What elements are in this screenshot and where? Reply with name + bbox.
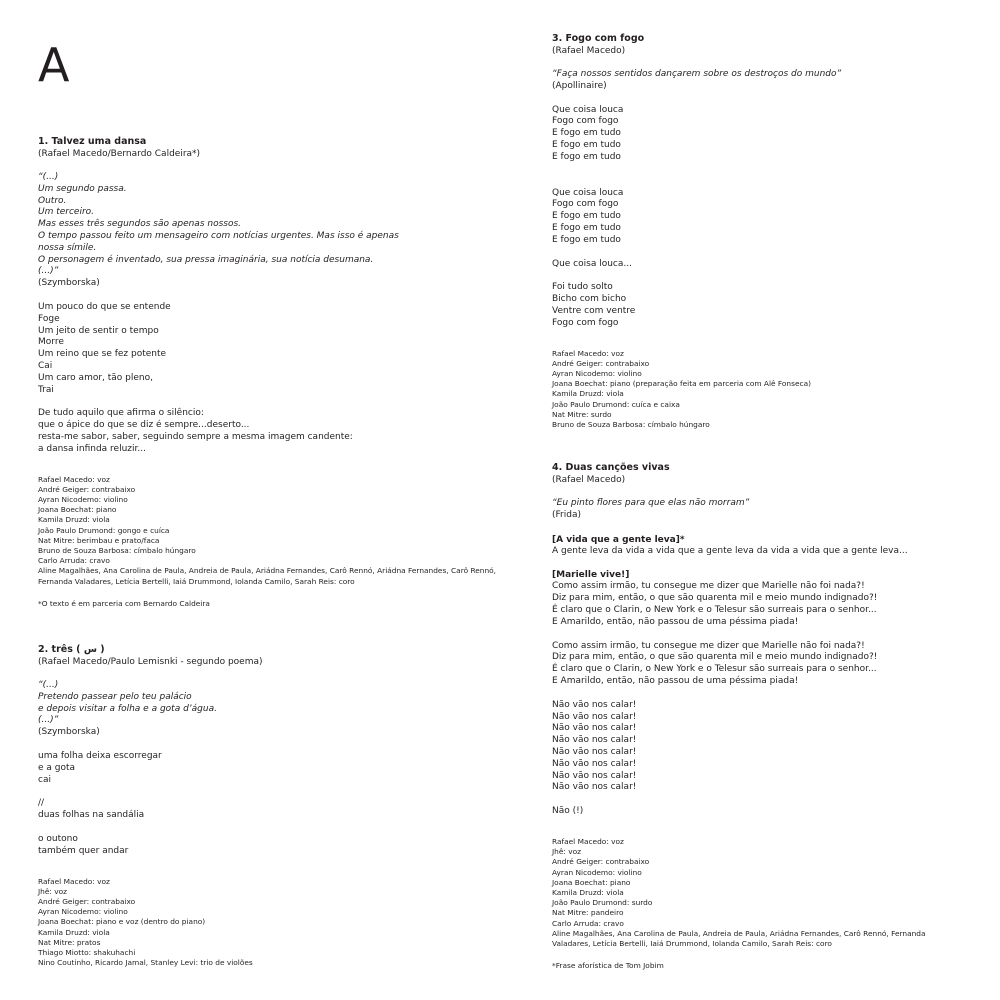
lyric-line: que o ápice do que se diz é sempre...deserto... [38,420,250,431]
credit-line: João Paulo Drumond: cuíca e caixa [552,399,680,409]
spacer [38,160,468,172]
credit-line: Carlo Arruda: cravo [552,918,624,928]
spacer [552,830,972,837]
credit-line: João Paulo Drumond: surdo [552,898,653,908]
lyric-line: Como assim irmão, tu consegue me dizer que Marielle não foi nada?! [552,581,865,592]
lyric-line: Que coisa louca [552,104,624,115]
epigraph-line: Um terceiro. [38,207,95,218]
lyric-line: Diz para mim, então, o que são quarenta mil e meio mundo indignado?! [552,593,878,604]
lyric-line: Foi tudo solto [552,282,613,293]
credit-line: Thiago Miotto: shakuhachi [38,947,136,957]
lyric-line: De tudo aquilo que afirma o silêncio: [38,408,204,419]
credit-line: Bruno de Souza Barbosa: címbalo húngaro [552,419,710,429]
credit-line: Ayran Nicodemo: violino [38,494,128,504]
credit-line: Kamila Druzd: viola [552,887,624,897]
lyric-line: Diz para mim, então, o que são quarenta mil e meio mundo indignado?! [552,652,878,663]
epigraph-source: (Szymborska) [38,727,100,738]
track-4 [552,462,972,971]
subsection-title: [Marielle vive!] [552,570,630,581]
credit-line: Jhê: voz [38,886,68,896]
credit-line: Kamila Druzd: viola [38,927,110,937]
lyric-line: Como assim irmão, tu consegue me dizer que Marielle não foi nada?! [552,640,865,651]
lyric-line: E Amarildo, então, não passou de uma péssima piada! [552,675,799,686]
spacer [552,176,972,188]
lyric-line: E fogo em tudo [552,211,621,222]
credit-line: Nat Mitre: pratos [38,937,101,947]
spacer [552,57,972,69]
lyric-line: A gente leva da vida a vida que a gente leva da vida a vida que a gente leva... [552,545,908,556]
spacer [38,822,468,834]
credit-line: Nat Mitre: berimbau e prato/faca [38,535,160,545]
epigraph-line: Pretendo passear pelo teu palácio [38,691,192,702]
lyric-line: Fogo com fogo [552,116,619,127]
credit-line: João Paulo Drumond: gongo e cuíca [38,525,170,535]
subsection-title: [A vida que a gente leva]* [552,534,685,545]
credit-line: Ayran Nicodemo: violino [552,867,642,877]
spacer [552,342,972,349]
lyric-line: cai [38,774,51,785]
credit-line: Jhê: voz [552,847,582,857]
lyric-line: o outono [38,833,78,844]
lyric-line: Um pouco do que se entende [38,301,171,312]
spacer [38,870,468,877]
spacer [38,668,468,680]
lyric-line: Fogo com fogo [552,317,619,328]
credit-line: Nino Coutinho, Ricardo Jamal, Stanley Levi: trio de violões [38,958,253,968]
track-2 [38,644,468,968]
credit-line: André Geiger: contrabaixo [38,896,136,906]
epigraph-line: Um segundo passa. [38,183,127,194]
credit-line: Joana Boechat: piano [552,877,631,887]
spacer [38,786,468,798]
epigraph-line: e depois visitar a folha e a gota d’água. [38,703,217,714]
lyric-line: resta-me sabor, saber, seguindo sempre a mesma imagem candente: [38,431,353,442]
lyric-line: E fogo em tudo [552,234,621,245]
spacer [552,794,972,806]
credit-line: Aline Magalhães, Ana Carolina de Paula, Andreia de Paula, Ariádna Fernandes, Carô Rennó, Fernanda [552,928,926,938]
lyric-line: Um caro amor, tão pleno, [38,372,153,383]
track-title: 1. Talvez uma dansa [38,136,147,147]
credit-line: Carlo Arruda: cravo [38,556,110,566]
lyric-line: e a gota [38,762,76,773]
spacer [552,330,972,342]
track-authors: (Rafael Macedo) [552,475,626,485]
spacer [38,858,468,870]
lyric-line: Não vão nos calar! [552,723,637,734]
lyric-line: E fogo em tudo [552,151,621,162]
epigraph-source: (Frida) [552,509,581,520]
credit-line: Rafael Macedo: voz [552,836,624,846]
credit-line: Ayran Nicodemo: violino [552,368,642,378]
track-authors: (Rafael Macedo/Bernardo Caldeira*) [38,149,201,159]
lyric-line: Não vão nos calar! [552,770,637,781]
epigraph-line: “Eu pinto flores para que elas não morram” [552,498,750,508]
credit-line: Joana Boechat: piano [38,505,117,515]
spacer [552,247,972,259]
spacer [552,486,972,498]
credit-line: Valadares, Letícia Bertelli, Iaiá Drummond, Iolanda Camilo, Sarah Reis: coro [552,938,832,948]
lyric-line: // [38,798,45,809]
spacer [552,629,972,641]
lyric-line: Não (!) [552,806,584,817]
lyric-line: Bicho com bicho [552,294,627,305]
lyric-line: a dansa infinda reluzir... [38,443,146,454]
lyric-line: É claro que o Clarin, o New York e o Telesur são surreais para o senhor... [552,664,877,675]
credit-line: Kamila Druzd: viola [552,389,624,399]
spacer [38,587,468,599]
epigraph-line: “Faça nossos sentidos dançarem sobre os destroços do mundo” [552,69,842,79]
lyric-line: Não vão nos calar! [552,711,637,722]
spacer [552,164,972,176]
footnote: *Frase aforística de Tom Jobim [552,961,664,971]
footnote: *O texto é em parceria com Bernardo Caldeira [38,598,210,608]
epigraph-line: Outro. [38,195,67,206]
credit-line: Joana Boechat: piano (preparação feita em parceria com Alê Fonseca) [552,379,811,389]
spacer [38,456,468,468]
lyric-line: Não vão nos calar! [552,746,637,757]
lyric-line: Morre [38,337,64,348]
credit-line: Bruno de Souza Barbosa: címbalo húngaro [38,545,196,555]
credit-line: Fernanda Valadares, Letícia Bertelli, Iaiá Drummond, Iolanda Camilo, Sarah Reis: coro [38,576,355,586]
lyric-line: E fogo em tudo [552,128,621,139]
lyric-line: Não vão nos calar! [552,758,637,769]
credit-line: Rafael Macedo: voz [38,876,110,886]
spacer [552,557,972,569]
lyric-line: uma folha deixa escorregar [38,750,162,761]
spacer [552,93,972,105]
epigraph-line: “(...) [38,680,59,690]
lyric-line: Não vão nos calar! [552,782,637,793]
lyric-line: Um reino que se fez potente [38,349,167,360]
credit-line: Aline Magalhães, Ana Carolina de Paula, Andreia de Paula, Ariádna Fernandes, Carô Rennó, Ariádna Fernandes, Carô Rennó, [38,566,497,576]
track-authors: (Rafael Macedo) [552,46,626,56]
lyric-line: duas folhas na sandália [38,810,145,821]
epigraph-source: (Apollinaire) [552,80,607,91]
credit-line: Ayran Nicodemo: violino [38,907,128,917]
credit-line: Kamila Druzd: viola [38,515,110,525]
spacer [552,270,972,282]
track-authors: (Rafael Macedo/Paulo Lemisnki - segundo poema) [38,657,263,667]
epigraph-line: (...)” [38,266,59,277]
lyric-line: Cai [38,360,53,371]
lyric-line: Não vão nos calar! [552,735,637,746]
lyric-line: Ventre com ventre [552,305,636,316]
spacer [38,739,468,751]
spacer [552,522,972,534]
track-title: 2. três ( ﺱ ) [38,644,105,655]
lyric-line: Não vão nos calar! [552,699,637,710]
spacer [38,468,468,475]
lyric-line: E Amarildo, então, não passou de uma péssima piada! [552,616,799,627]
lyric-line: Que coisa louca... [552,258,632,269]
section-letter: A [38,38,70,92]
track-3 [552,33,972,430]
spacer [38,290,468,302]
credit-line: Joana Boechat: piano e voz (dentro do piano) [38,917,206,927]
credit-line: Rafael Macedo: voz [552,348,624,358]
epigraph-line: “(...) [38,172,59,182]
track-title: 4. Duas canções vivas [552,462,670,473]
lyric-line: Foge [38,313,60,324]
epigraph-line: O tempo passou feito um mensageiro com notícias urgentes. Mas isso é apenas [38,230,399,241]
lyric-line: Trai [38,384,54,395]
epigraph-line: (...)” [38,715,59,726]
credit-line: André Geiger: contrabaixo [552,857,650,867]
lyric-line: Fogo com fogo [552,199,619,210]
epigraph-line: Mas esses três segundos são apenas nossos. [38,219,242,230]
credit-line: André Geiger: contrabaixo [38,484,136,494]
spacer [552,688,972,700]
lyric-line: Que coisa louca [552,187,624,198]
spacer [552,818,972,830]
lyric-line: E fogo em tudo [552,222,621,233]
epigraph-line: O personagem é inventado, sua pressa imaginária, sua notícia desumana. [38,254,374,265]
track-title: 3. Fogo com fogo [552,33,645,44]
lyric-line: E fogo em tudo [552,139,621,150]
epigraph-line: nossa símile. [38,242,97,253]
lyric-line: É claro que o Clarin, o New York e o Telesur são surreais para o senhor... [552,604,877,615]
lyric-line: também quer andar [38,845,129,856]
lyric-line: Um jeito de sentir o tempo [38,325,159,336]
credit-line: Nat Mitre: surdo [552,409,612,419]
track-1 [38,136,497,609]
spacer [38,396,468,408]
credit-line: André Geiger: contrabaixo [552,358,650,368]
credit-line: Rafael Macedo: voz [38,474,110,484]
epigraph-source: (Szymborska) [38,278,100,289]
credit-line: Nat Mitre: pandeiro [552,908,624,918]
spacer [552,949,972,961]
